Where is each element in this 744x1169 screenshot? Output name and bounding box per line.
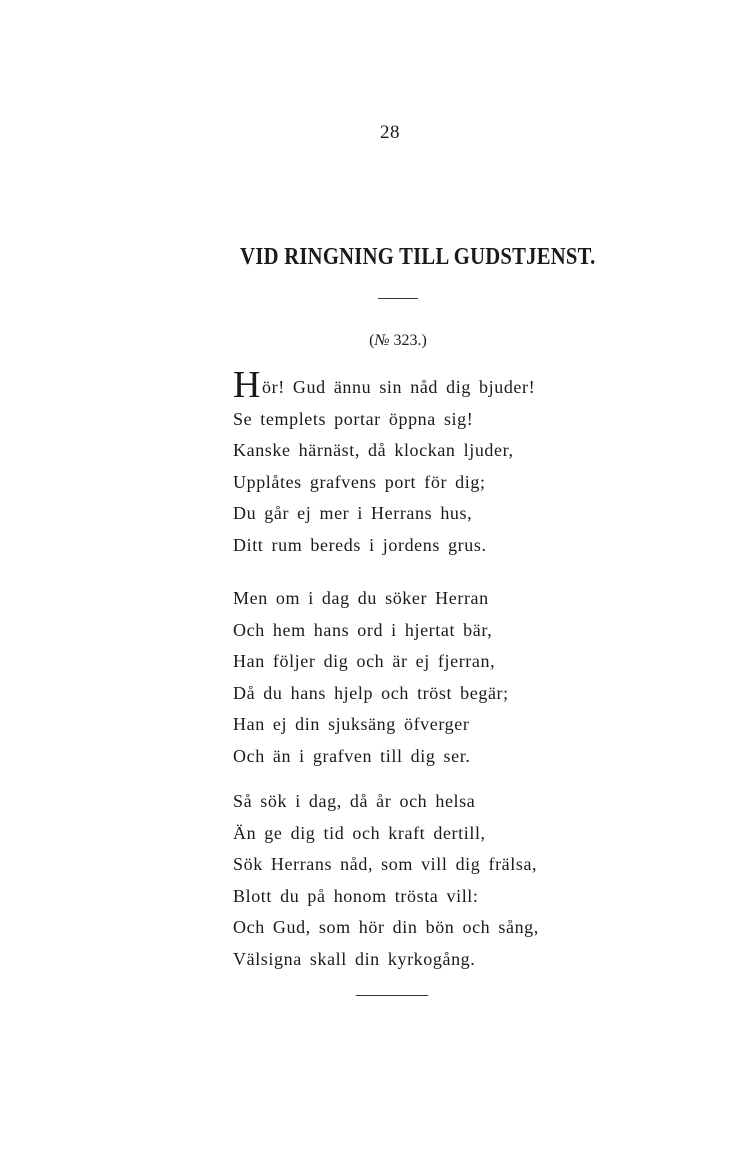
stanza-line: Och Gud, som hör din bön och sång, (233, 917, 539, 937)
stanza-line: Och hem hans ord i hjertat bär, (233, 619, 493, 640)
stanza-line: Upplåtes grafvens port för dig; (233, 471, 486, 492)
stanza-line: Sök Herrans nåd, som vill dig frälsa, (233, 854, 538, 874)
stanza-line: Så sök i dag, då år och helsa (233, 791, 476, 811)
stanza-line: Välsigna skall din kyrkogång. (233, 948, 476, 969)
stanza-line: Då du hans hjelp och tröst begär; (233, 682, 509, 703)
stanza-line: Ditt rum bereds i jordens grus. (233, 534, 487, 555)
title-divider (378, 298, 418, 299)
stanza-line (233, 364, 593, 406)
stanza-line: Han följer dig och är ej fjerran, (233, 651, 496, 671)
stanza-line: Du går ej mer i Herrans hus, (233, 503, 473, 523)
stanza-line: Och än i grafven till dig ser. (233, 745, 471, 766)
hymn-number-prefix: № (374, 332, 390, 349)
hymn-number: (№ 323.) (369, 332, 427, 349)
stanza-line: Han ej din sjuksäng öfverger (233, 714, 470, 734)
stanza-1 (233, 364, 593, 561)
page-number: 28 (380, 122, 400, 143)
stanza-line: Kanske härnäst, då klockan ljuder, (233, 440, 514, 460)
stanza-line: Men om i dag du söker Herran (233, 588, 489, 608)
hymn-number-value: 323. (393, 332, 422, 349)
stanza-line: Än ge dig tid och kraft dertill, (233, 822, 486, 843)
page-title: VID RINGNING TILL GUDSTJENST. (240, 244, 596, 270)
stanza-line-text: ör! Gud ännu sin nåd dig bjuder! (262, 377, 536, 397)
stanza-3 (233, 786, 593, 975)
end-divider (356, 995, 428, 996)
stanza-line: Blott du på honom trösta vill: (233, 885, 479, 906)
stanza-line: Se templets portar öppna sig! (233, 408, 474, 429)
drop-cap: H (233, 364, 262, 406)
stanza-2 (233, 583, 593, 772)
